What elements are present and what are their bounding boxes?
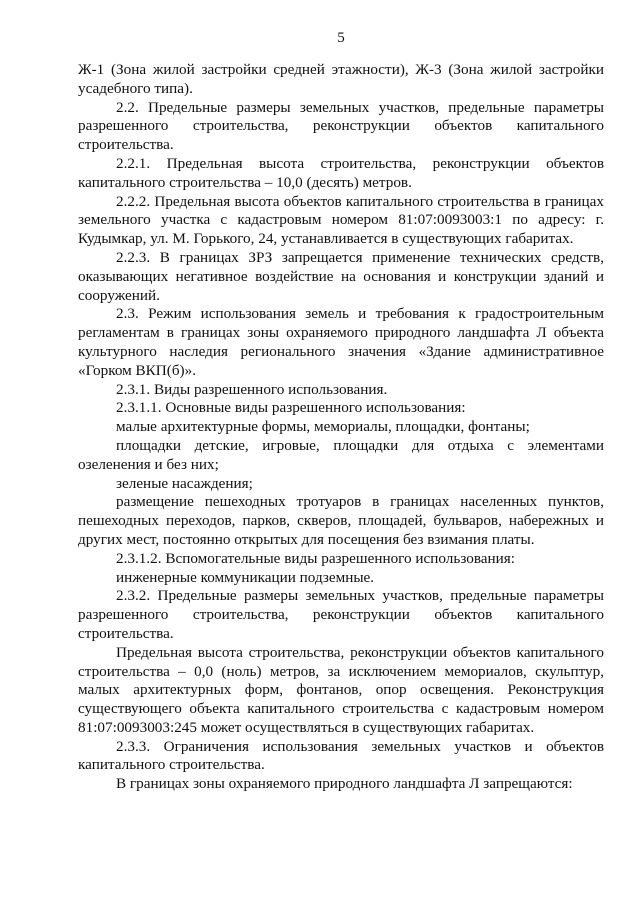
paragraph: 2.3.2. Предельные размеры земельных участков, предельные параметры разрешенного строительства, реконструкции объектов капитального строительства. (78, 587, 604, 642)
paragraph: 2.2.3. В границах ЗРЗ запрещается применение технических средств, оказывающих негативное воздействие на основания и конструкции зданий и сооружений. (78, 248, 604, 304)
paragraph: инженерные коммуникации подземные. (116, 568, 375, 586)
paragraph: 2.3.3. Ограничения использования земельных участков и объектов капитального строительства. (78, 737, 604, 774)
paragraph: 2.3.1.2. Вспомогательные виды разрешенного использования: (116, 549, 515, 567)
paragraph: Ж-1 (Зона жилой застройки средней этажности), Ж-3 (Зона жилой застройки усадебного типа). (78, 61, 604, 97)
paragraph: зеленые насаждения; (116, 474, 253, 492)
paragraph: В границах зоны охраняемого природного ландшафта Л запрещаются: (116, 775, 573, 793)
paragraph: 2.2.1. Предельная высота строительства, реконструкции объектов капитального строительства – 10,0 (десять) метров. (78, 154, 604, 191)
paragraph: 2.3.1. Виды разрешенного использования. (116, 380, 388, 398)
paragraph: размещение пешеходных тротуаров в границах населенных пунктов, пешеходных переходов, парков, скверов, площадей, бульваров, набережных и других мест, постоянно открытых для посещения без взимания платы. (78, 493, 604, 548)
paragraph: 2.2. Предельные размеры земельных участков, предельные параметры разрешенного строительства, реконструкции объектов капитального строительства. (78, 98, 604, 154)
paragraph: 2.2.2. Предельная высота объектов капитального строительства в границах земельного участка с кадастровым номером 81:07:0093003:1 по адресу: г. Кудымкар, ул. М. Горького, 24, устанавливается в существующих габаритах. (78, 192, 604, 248)
paragraph: 2.3. Режим использования земель и требования к градостроительным регламентам в границах зоны охраняемого природного ландшафта Л объекта культурного наследия регионального значения «Здание административное «Горком ВКП(б)». (78, 305, 604, 379)
paragraph: площадки детские, игровые, площадки для отдыха с элементами озеленения и без них; (78, 436, 604, 473)
page-number: 5 (337, 30, 345, 46)
paragraph: Предельная высота строительства, реконструкции объектов капитального строительства – 0,0 (ноль) метров, за исключением мемориалов, скульптур, малых архитектурных форм, фонтанов, опор освещения. Реконструкция существующего объекта капитального строительства с кадастровым номером 81:07:0093003:245 может осуществляться в существующих габаритах. (78, 643, 604, 736)
paragraph: малые архитектурные формы, мемориалы, площадки, фонтаны; (116, 418, 530, 436)
document-body (78, 61, 604, 794)
paragraph: 2.3.1.1. Основные виды разрешенного использования: (116, 399, 466, 417)
